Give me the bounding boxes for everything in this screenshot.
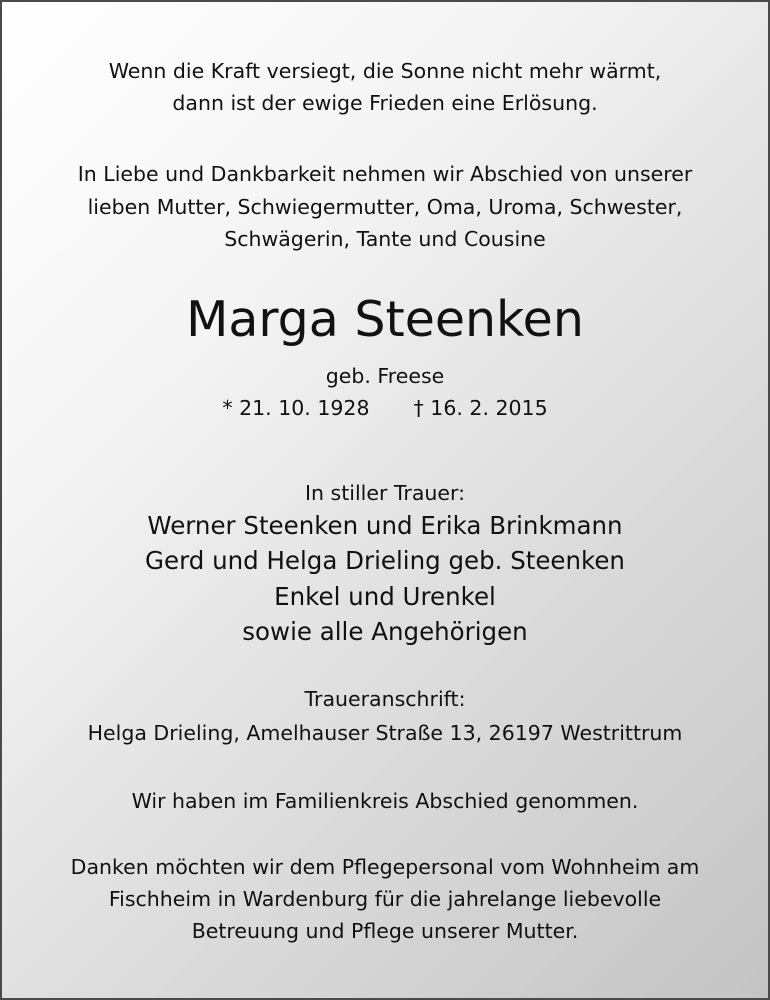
birth-date: * 21. 10. 1928 — [222, 396, 370, 420]
maiden-name: geb. Freese — [325, 364, 445, 388]
mourner-line: Enkel und Urenkel — [274, 582, 496, 611]
motto-line-1: Wenn die Kraft versiegt, die Sonne nicht mehr wärmt, — [108, 59, 662, 83]
thanks-line-3: Betreuung und Pflege unserer Mutter. — [191, 919, 579, 943]
thanks-line-1: Danken möchten wir dem Pflegepersonal vom Wohnheim am — [70, 855, 700, 879]
motto-line-2: dann ist der ewige Frieden eine Erlösung. — [172, 91, 598, 115]
deceased-name: Marga Steenken — [186, 291, 584, 348]
intro-line-3: Schwägerin, Tante und Cousine — [224, 227, 546, 251]
life-dates — [2, 395, 768, 421]
address-line: Helga Drieling, Amelhauser Straße 13, 26197 Westrittrum — [87, 721, 683, 745]
intro-line-1: In Liebe und Dankbarkeit nehmen wir Abschied von unserer — [77, 162, 693, 186]
farewell-note: Wir haben im Familienkreis Abschied genommen. — [131, 789, 639, 813]
intro-line-2: lieben Mutter, Schwiegermutter, Oma, Uroma, Schwester, — [87, 195, 683, 219]
mourner-line: Gerd und Helga Drieling geb. Steenken — [145, 546, 625, 575]
mourner-line: sowie alle Angehörigen — [242, 617, 528, 646]
thanks-line-2: Fischheim in Wardenburg für die jahrelange liebevolle — [108, 887, 662, 911]
death-date: † 16. 2. 2015 — [413, 396, 548, 420]
address-heading: Traueranschrift: — [304, 687, 466, 711]
mourner-line: Werner Steenken und Erika Brinkmann — [147, 511, 623, 540]
mourners-heading: In stiller Trauer: — [305, 481, 465, 505]
